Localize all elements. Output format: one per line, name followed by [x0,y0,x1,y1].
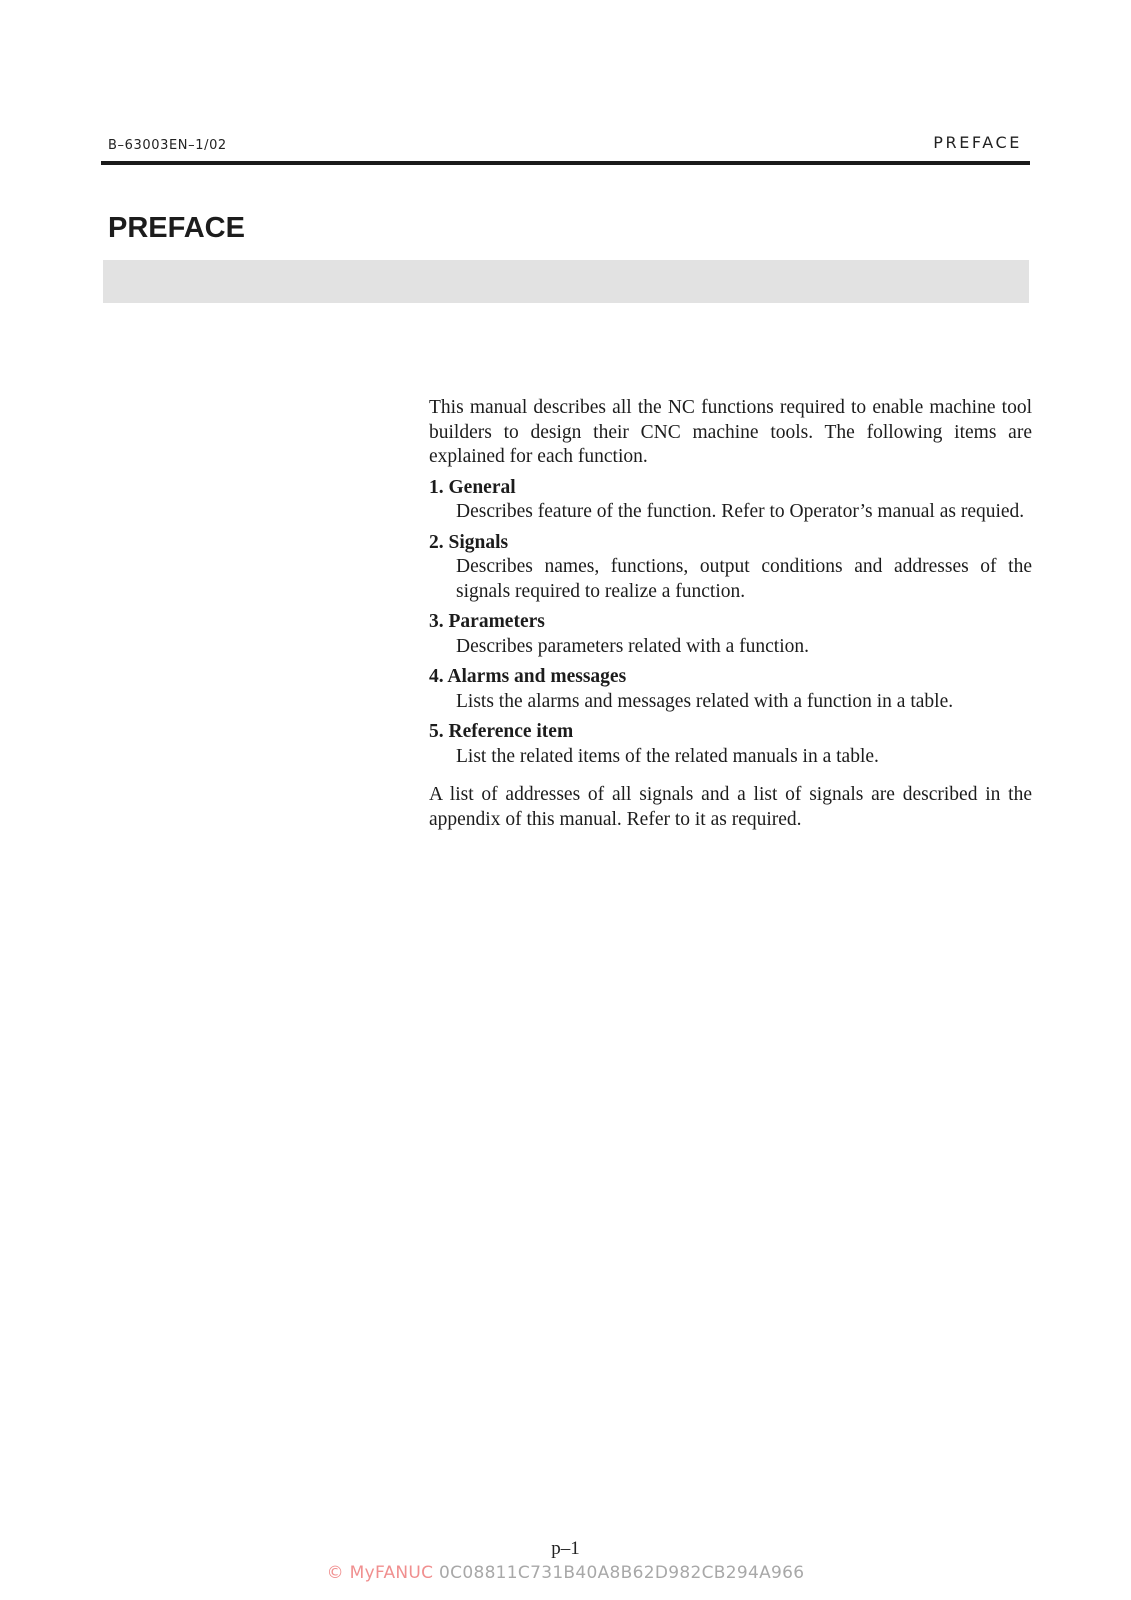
list-item [429,610,1032,659]
list-item [429,720,1032,769]
page-title: PREFACE [108,212,245,244]
list-item [429,665,1032,714]
watermark-brand: © MyFANUC [326,1563,434,1583]
header-rule [101,161,1030,165]
item-description: Describes feature of the function. Refer to Operator’s manual as requied. [456,501,1025,522]
intro-paragraph: This manual describes all the NC functions required to enable machine tool builders to design their CNC machine tools. The following items are explained for each function. [429,397,1032,467]
title-band [103,260,1029,303]
running-header-section: PREFACE [933,133,1022,152]
item-title: 2. Signals [429,531,509,553]
item-description: Lists the alarms and messages related with a function in a table. [456,690,954,712]
document-code: B–63003EN–1/02 [108,138,227,153]
item-title: 3. Parameters [429,611,545,632]
watermark [0,1563,1131,1583]
list-item [429,531,1032,605]
page-number: p–1 [551,1538,580,1559]
list-item [429,476,1032,525]
watermark-code: 0C08811C731B40A8B62D982CB294A966 [439,1563,805,1583]
item-title: 5. Reference item [429,721,574,742]
item-description: List the related items of the related manuals in a table. [456,745,879,767]
item-title: 1. General [429,476,516,498]
body-text [429,396,1032,832]
item-title: 4. Alarms and messages [429,666,627,687]
item-description: Describes parameters related with a function. [456,635,810,657]
closing-paragraph: A list of addresses of all signals and a list of signals are described in the appendix of this manual. Refer to it as required. [429,784,1032,830]
item-description: Describes names, functions, output conditions and addresses of the signals required to realize a function. [456,556,1032,602]
